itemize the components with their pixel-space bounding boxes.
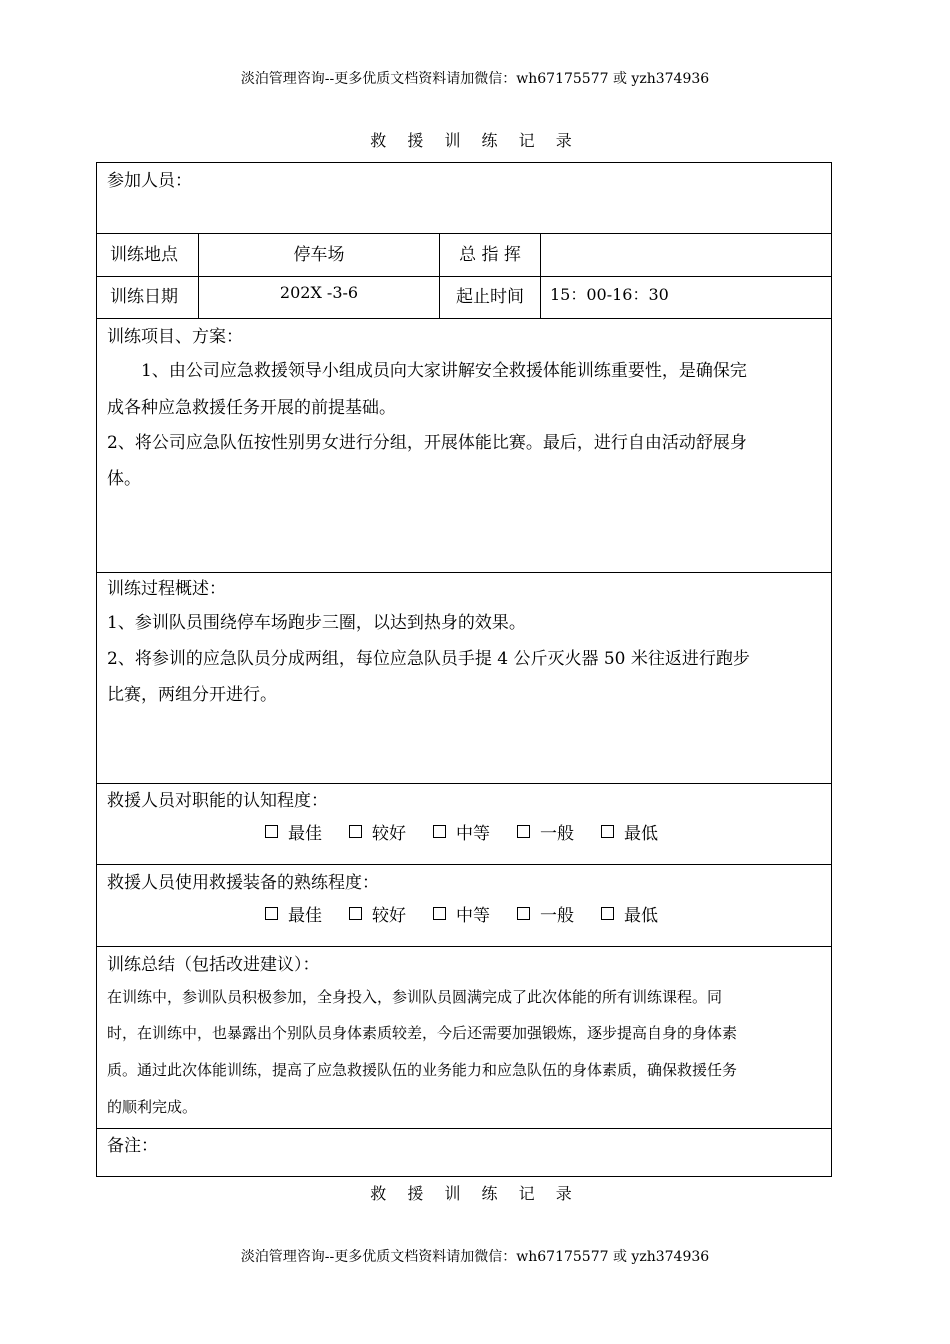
divider: [96, 276, 832, 277]
time-value: 15：00-16：30: [550, 285, 669, 304]
document-title: 救 援 训 练 记 录: [370, 131, 580, 150]
checkbox-icon[interactable]: [601, 907, 614, 920]
checkbox-icon[interactable]: [349, 825, 362, 838]
option-label: 一般: [540, 906, 574, 926]
option-label: 中等: [456, 824, 490, 844]
commander-label: 总 指 挥: [459, 245, 521, 265]
cognition-option[interactable]: [433, 819, 490, 844]
checkbox-icon[interactable]: [517, 907, 530, 920]
option-label: 一般: [540, 824, 574, 844]
page-header: 淡泊管理咨询--更多优质文档资料请加微信：wh67175577 或 yzh374936: [240, 71, 710, 87]
proficiency-option[interactable]: [433, 901, 490, 926]
proficiency-label: 救援人员使用救援装备的熟练程度：: [107, 873, 379, 893]
proficiency-option[interactable]: [601, 901, 658, 926]
remarks-label: 备注：: [107, 1136, 158, 1156]
divider: [96, 572, 832, 573]
location-label: 训练地点: [110, 245, 178, 265]
plan-line: 体。: [107, 469, 141, 489]
divider: [96, 864, 832, 865]
process-line: 比赛，两组分开进行。: [107, 685, 277, 705]
footer-title: 救 援 训 练 记 录: [370, 1184, 580, 1203]
location-value: 停车场: [293, 245, 345, 265]
summary-line: 在训练中，参训队员积极参加，全身投入，参训队员圆满完成了此次体能的所有训练课程。同: [107, 988, 723, 1006]
option-label: 较好: [372, 906, 406, 926]
proficiency-option[interactable]: [349, 901, 406, 926]
option-label: 较好: [372, 824, 406, 844]
divider: [96, 946, 832, 947]
cognition-option[interactable]: [517, 819, 574, 844]
checkbox-icon[interactable]: [265, 825, 278, 838]
summary-label: 训练总结（包括改进建议）：: [107, 955, 320, 975]
summary-line: 的顺利完成。: [107, 1098, 198, 1116]
participants-label: 参加人员：: [107, 171, 192, 191]
proficiency-option[interactable]: [265, 901, 322, 926]
plan-line: 2、将公司应急队伍按性别男女进行分组，开展体能比赛。最后，进行自由活动舒展身: [107, 433, 747, 453]
summary-line: 质。通过此次体能训练，提高了应急救援队伍的业务能力和应急队伍的身体素质，确保救援任务: [107, 1061, 738, 1079]
checkbox-icon[interactable]: [517, 825, 530, 838]
checkbox-icon[interactable]: [265, 907, 278, 920]
checkbox-icon[interactable]: [349, 907, 362, 920]
plan-label: 训练项目、方案：: [107, 327, 243, 347]
plan-line: 1、由公司应急救援领导小组成员向大家讲解安全救援体能训练重要性，是确保完: [107, 361, 747, 381]
summary-line: 时，在训练中，也暴露出个别队员身体素质较差，今后还需要加强锻炼，逐步提高自身的身体素: [107, 1024, 738, 1042]
option-label: 中等: [456, 906, 490, 926]
option-label: 最佳: [288, 824, 322, 844]
date-label: 训练日期: [110, 287, 178, 307]
divider: [96, 1128, 832, 1129]
option-label: 最低: [624, 906, 658, 926]
option-label: 最低: [624, 824, 658, 844]
page-footer: 淡泊管理咨询--更多优质文档资料请加微信：wh67175577 或 yzh374936: [240, 1249, 710, 1265]
checkbox-icon[interactable]: [433, 825, 446, 838]
cognition-label: 救援人员对职能的认知程度：: [107, 791, 328, 811]
cognition-option[interactable]: [601, 819, 658, 844]
checkbox-icon[interactable]: [601, 825, 614, 838]
checkbox-icon[interactable]: [433, 907, 446, 920]
date-value: 202X -3-6: [279, 283, 359, 302]
process-line: 2、将参训的应急队员分成两组，每位应急队员手提 4 公斤灭火器 50 米往返进行跑步: [107, 649, 750, 669]
process-label: 训练过程概述：: [107, 579, 226, 599]
option-label: 最佳: [288, 906, 322, 926]
cognition-option[interactable]: [349, 819, 406, 844]
time-label: 起止时间: [456, 287, 524, 307]
divider: [96, 783, 832, 784]
process-line: 1、参训队员围绕停车场跑步三圈，以达到热身的效果。: [107, 613, 526, 633]
cognition-option[interactable]: [265, 819, 322, 844]
plan-line: 成各种应急救援任务开展的前提基础。: [107, 398, 396, 418]
divider: [540, 233, 541, 319]
proficiency-option[interactable]: [517, 901, 574, 926]
